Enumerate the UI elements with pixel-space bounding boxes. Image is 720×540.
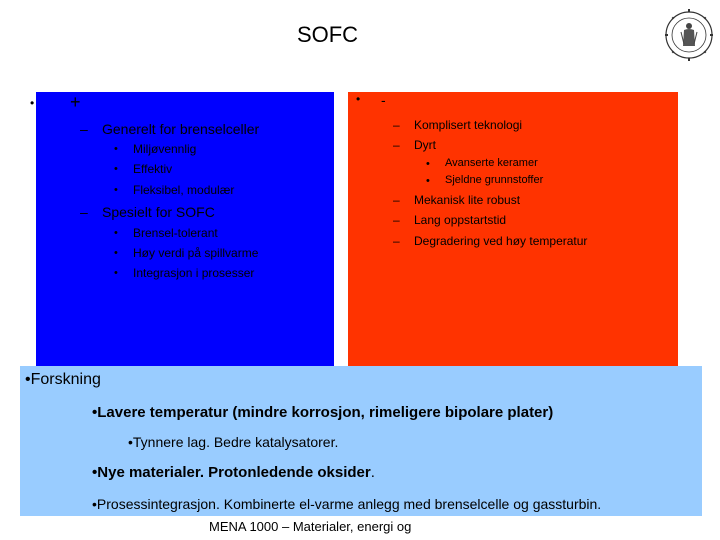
- neg-dash: –: [393, 138, 400, 152]
- minus-heading: -: [381, 92, 386, 108]
- pos-dash-1: –: [80, 121, 88, 137]
- neg-subitem: Avanserte keramer: [445, 157, 538, 169]
- neg-item: Komplisert teknologi: [414, 118, 523, 132]
- pos-subbullet: •: [114, 163, 118, 175]
- research-line: •Lavere temperatur (mindre korrosjon, rimeligere bipolare plater): [92, 404, 554, 421]
- research-subline-text: Tynnere lag. Bedre katalysatorer.: [132, 434, 339, 450]
- pos-bullet: •: [30, 96, 35, 110]
- neg-item: Dyrt: [414, 138, 436, 152]
- pos-item: Effektiv: [133, 162, 173, 176]
- pos-heading-sofc: Spesielt for SOFC: [102, 204, 215, 220]
- pos-subbullet: •: [114, 143, 118, 155]
- pos-item: Miljøvennlig: [133, 142, 197, 156]
- research-heading-text: Forskning: [30, 371, 101, 388]
- research-panel: [20, 366, 702, 516]
- disadvantages-panel: [348, 92, 678, 370]
- pos-item: Høy verdi på spillvarme: [133, 246, 259, 260]
- slide-title: SOFC: [296, 22, 359, 47]
- neg-dash: –: [393, 234, 400, 248]
- research-line-text: Prosessintegrasjon. Kombinerte el-varme anlegg med brenselcelle og gassturbin.: [96, 496, 602, 512]
- pos-item: Integrasjon i prosesser: [133, 266, 255, 280]
- neg-subbullet: •: [426, 158, 430, 170]
- pos-subbullet: •: [114, 184, 118, 196]
- research-line-suffix: .: [370, 464, 375, 481]
- neg-dash: –: [393, 213, 400, 227]
- pos-item: Brensel-tolerant: [133, 226, 218, 240]
- neg-item: Degradering ved høy temperatur: [414, 234, 588, 248]
- neg-dash: –: [393, 193, 400, 207]
- research-line: •Nye materialer. Protonledende oksider.: [92, 464, 375, 481]
- pos-dash-2: –: [80, 204, 88, 220]
- neg-subbullet: •: [426, 175, 430, 187]
- research-heading: •Forskning: [25, 371, 101, 388]
- pos-subbullet: •: [114, 267, 118, 279]
- footer-text: MENA 1000 – Materialer, energi og: [209, 519, 412, 534]
- research-line-text: Lavere temperatur (mindre korrosjon, rimeligere bipolare plater): [97, 404, 554, 421]
- pos-heading-general: Generelt for brenselceller: [102, 121, 260, 137]
- university-seal-icon: [664, 6, 714, 64]
- neg-item: Mekanisk lite robust: [414, 193, 521, 207]
- research-line: •Prosessintegrasjon. Kombinerte el-varme anlegg med brenselcelle og gassturbin.: [92, 496, 602, 512]
- neg-subitem: Sjeldne grunnstoffer: [445, 174, 544, 186]
- pos-item: Fleksibel, modulær: [133, 183, 235, 197]
- neg-item: Lang oppstartstid: [414, 213, 507, 227]
- neg-dash: –: [393, 118, 400, 132]
- plus-heading: +: [70, 92, 81, 112]
- pos-subbullet: •: [114, 247, 118, 259]
- neg-bullet: •: [356, 92, 361, 106]
- pos-subbullet: •: [114, 227, 118, 239]
- research-line-text: Nye materialer. Protonledende oksider: [97, 464, 371, 481]
- research-subline: •Tynnere lag. Bedre katalysatorer.: [128, 434, 339, 450]
